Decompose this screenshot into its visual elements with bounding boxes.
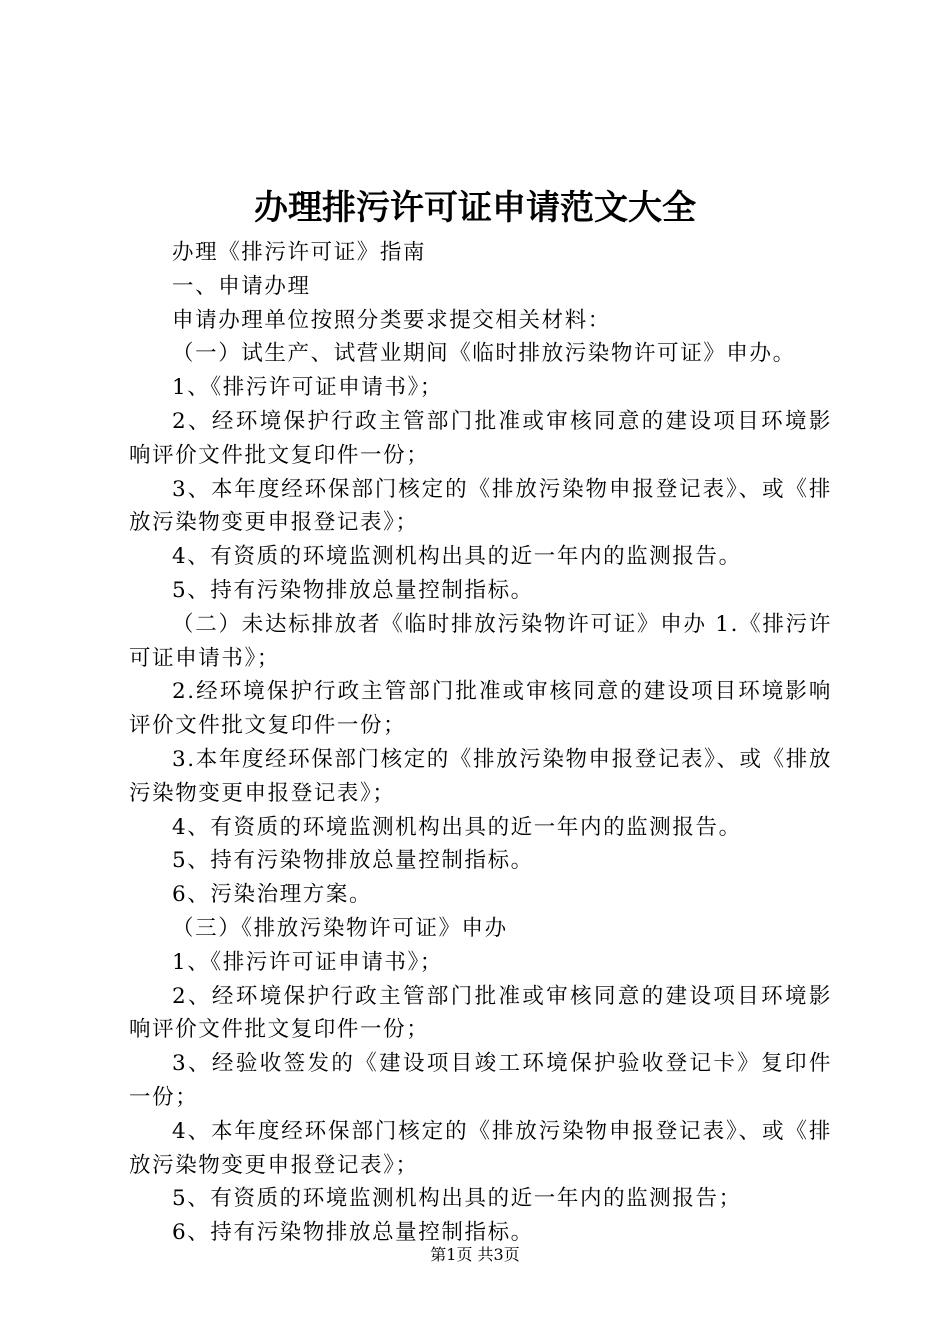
paragraph-subsection-1: （一）试生产、试营业期间《临时排放污染物许可证》申办。 <box>172 341 796 367</box>
list-item: 4、有资质的环境监测机构出具的近一年内的监测报告。 <box>172 814 742 840</box>
list-item: 2.经环境保护行政主管部门批准或审核同意的建设项目环境影响评价文件批文复印件一份； <box>129 679 832 739</box>
list-item: 5、持有污染物排放总量控制指标。 <box>172 848 534 874</box>
list-item: 4、本年度经环保部门核定的《排放污染物申报登记表》、或《排放污染物变更申报登记表》； <box>129 1118 832 1178</box>
page-footer: 第1页 共3页 <box>430 1245 520 1264</box>
paragraph-guide-heading: 办理《排污许可证》指南 <box>172 240 427 265</box>
list-item: 1、《排污许可证申请书》； <box>172 375 443 401</box>
list-item: 2、经环境保护行政主管部门批准或审核同意的建设项目环境影响评价文件批文复印件一份； <box>129 983 832 1043</box>
list-item: 3、本年度经环保部门核定的《排放污染物申报登记表》、或《排放污染物变更申报登记表》； <box>129 476 832 536</box>
list-item: 2、经环境保护行政主管部门批准或审核同意的建设项目环境影响评价文件批文复印件一份； <box>129 408 832 468</box>
paragraph-subsection-3: （三）《排放污染物许可证》申办 <box>172 915 508 941</box>
document-title: 办理排污许可证申请范文大全 <box>254 188 696 228</box>
list-item: 3、经验收签发的《建设项目竣工环境保护验收登记卡》复印件一份； <box>129 1051 832 1110</box>
list-item: 6、持有污染物排放总量控制指标。 <box>172 1220 534 1246</box>
list-item: 5、持有污染物排放总量控制指标。 <box>172 577 534 603</box>
list-item: 4、有资质的环境监测机构出具的近一年内的监测报告。 <box>172 544 742 570</box>
paragraph: 申请办理单位按照分类要求提交相关材料： <box>172 307 611 333</box>
paragraph-subsection-2: （二）未达标排放者《临时排放污染物许可证》申办 1.《排污许可证申请书》； <box>129 611 832 671</box>
paragraph-section-one: 一、申请办理 <box>172 273 311 299</box>
document-body <box>129 236 832 1250</box>
list-item: 5、有资质的环境监测机构出具的近一年内的监测报告； <box>172 1186 742 1212</box>
list-item: 3.本年度经环保部门核定的《排放污染物申报登记表》、或《排放污染物变更申报登记表》； <box>129 746 832 806</box>
list-item: 6、污染治理方案。 <box>172 882 373 908</box>
list-item: 1、《排污许可证申请书》； <box>172 949 443 975</box>
